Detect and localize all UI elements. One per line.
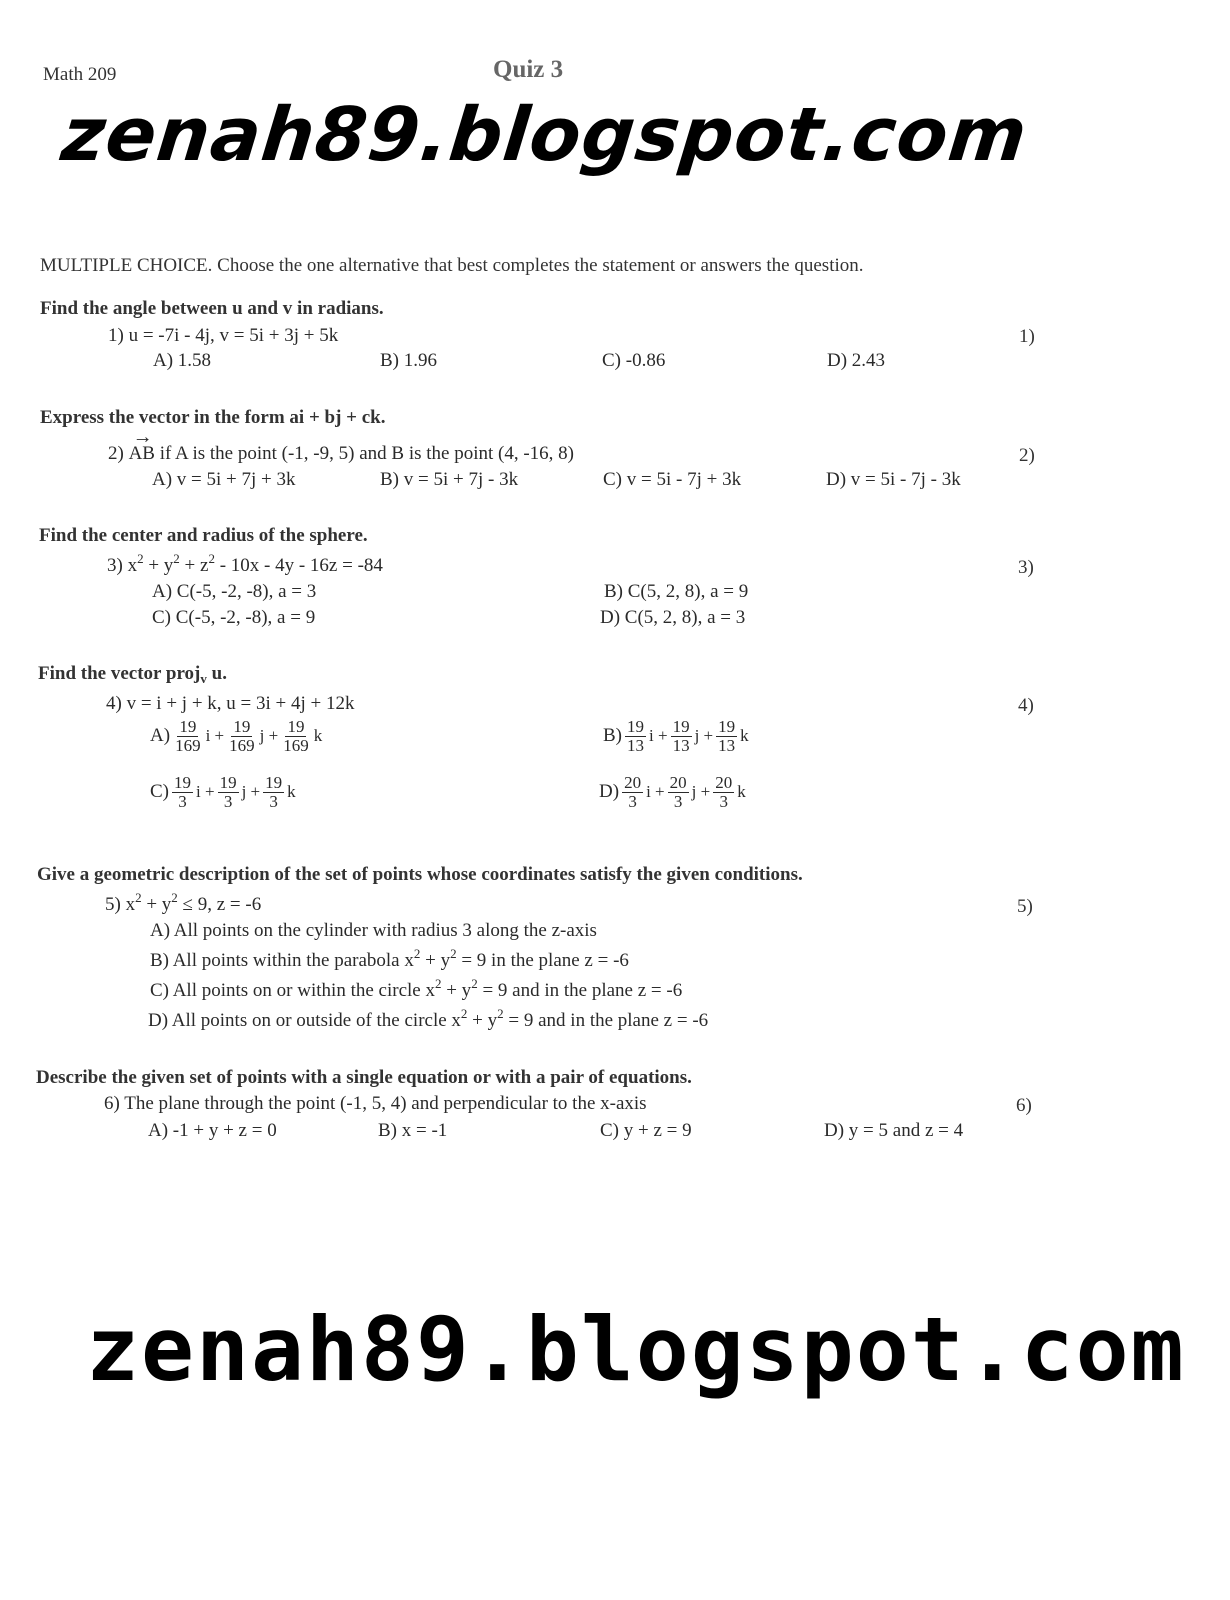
q2-number: 2) (1019, 445, 1035, 466)
q3-option-b: B) C(5, 2, 8), a = 9 (604, 581, 749, 602)
q3-section-heading: Find the center and radius of the sphere. (39, 525, 368, 546)
q6-option-b: B) x = -1 (378, 1120, 448, 1141)
q5-option-c: C) All points on or within the circle $x^2 + y^2 = 9$ and in the plane z = -6 (150, 976, 683, 1001)
q5-stem-tail: ≤ 9, z = -6 (182, 894, 262, 915)
q6-option-d: D) y = 5 and z = 4 (824, 1120, 964, 1141)
q5-option-b: B) All points within the parabola $x^2 + y^2 = 9$ in the plane z = -6 (150, 946, 629, 971)
q1-option-b: B) 1.96 (380, 350, 437, 371)
q4-number: 4) (1018, 695, 1034, 716)
q3-option-d: D) C(5, 2, 8), a = 3 (600, 607, 746, 628)
q5-option-a: A) All points on the cylinder with radius 3 along the z-axis (150, 920, 597, 941)
q2-stem-rest: if A is the point (-1, -9, 5) and B is the point (4, -16, 8) (159, 443, 574, 464)
q4-option-c-label: C) (150, 781, 169, 803)
q2-section-heading: Express the vector in the form ai + bj + ck. (40, 407, 386, 428)
q1-option-d: D) 2.43 (827, 350, 886, 371)
q4-section-sub: v (200, 671, 207, 686)
q2-option-b: B) v = 5i + 7j - 3k (380, 469, 519, 490)
q2-option-d: D) v = 5i - 7j - 3k (826, 469, 961, 490)
q5-stem: 5) $x^2 + y^2 \le 9$, z = -6 (105, 890, 262, 915)
q2-stem-prefix: 2) (108, 443, 124, 464)
q3-option-c: C) C(-5, -2, -8), a = 9 (152, 607, 316, 628)
q4-section-heading (38, 663, 227, 685)
q3-number: 3) (1018, 557, 1034, 578)
q2-option-a: A) v = 5i + 7j + 3k (152, 469, 296, 490)
course-title: Math 209 (43, 64, 117, 85)
q4-option-d: D) $\frac{20}{3}$ i + $\frac{20}{3}$ j + $\frac{20}{3}$ k (599, 773, 746, 811)
q4-section-post: u. (211, 663, 227, 684)
watermark-bottom: zenah89.blogspot.com (86, 1298, 1186, 1401)
q6-option-a: A) -1 + y + z = 0 (148, 1120, 277, 1141)
q1-section-heading: Find the angle between u and v in radians. (40, 298, 384, 319)
q5-number: 5) (1017, 896, 1033, 917)
q2-stem (108, 443, 574, 465)
q4-option-b-label: B) (603, 725, 622, 747)
q4-option-a-label: A) (150, 725, 171, 747)
q3-stem: 3) $x^2 + y^2 + z^2 - 10x - 4y - 16z = -84$ (107, 551, 383, 576)
q5-stem-prefix: 5) (105, 894, 121, 915)
q6-number: 6) (1016, 1095, 1032, 1116)
q1-stem: 1) u = -7i - 4j, v = 5i + 3j + 5k (108, 325, 339, 346)
watermark-top: zenah89.blogspot.com (57, 92, 1032, 178)
q2-vector-ab: → AB (129, 443, 155, 465)
q1-option-a: A) 1.58 (153, 350, 212, 371)
quiz-title: Quiz 3 (493, 56, 564, 83)
q4-option-b: B) $\frac{19}{13}$ i + $\frac{19}{13}$ j + $\frac{19}{13}$ k (603, 717, 749, 755)
q4-option-d-label: D) (599, 781, 620, 803)
q4-stem: 4) v = i + j + k, u = 3i + 4j + 12k (106, 693, 355, 714)
q5-option-d: D) All points on or outside of the circle $x^2 + y^2 = 9$ and in the plane z = -6 (148, 1006, 709, 1031)
q3-option-a: A) C(-5, -2, -8), a = 3 (152, 581, 317, 602)
q4-option-a: A) $\frac{19}{169}$ i + $\frac{19}{169}$ j + $\frac{19}{169}$ k (150, 717, 323, 755)
q1-number: 1) (1019, 326, 1035, 347)
q2-option-c: C) v = 5i - 7j + 3k (603, 469, 742, 490)
q1-option-c: C) -0.86 (602, 350, 666, 371)
q3-stem-prefix: 3) (107, 555, 123, 576)
q4-section-pre: Find the vector proj (38, 663, 201, 684)
q6-section-heading: Describe the given set of points with a single equation or with a pair of equations. (36, 1067, 692, 1088)
q6-option-c: C) y + z = 9 (600, 1120, 692, 1141)
q5-section-heading: Give a geometric description of the set of points whose coordinates satisfy the given conditions. (37, 864, 803, 885)
q4-option-c: C) $\frac{19}{3}$ i + $\frac{19}{3}$ j + $\frac{19}{3}$ k (150, 773, 296, 811)
q6-stem: 6) The plane through the point (-1, 5, 4) and perpendicular to the x-axis (104, 1093, 647, 1114)
instructions: MULTIPLE CHOICE. Choose the one alternative that best completes the statement or answers the question. (40, 255, 864, 276)
q3-stem-tail: - 10x - 4y - 16z = -84 (219, 555, 383, 576)
